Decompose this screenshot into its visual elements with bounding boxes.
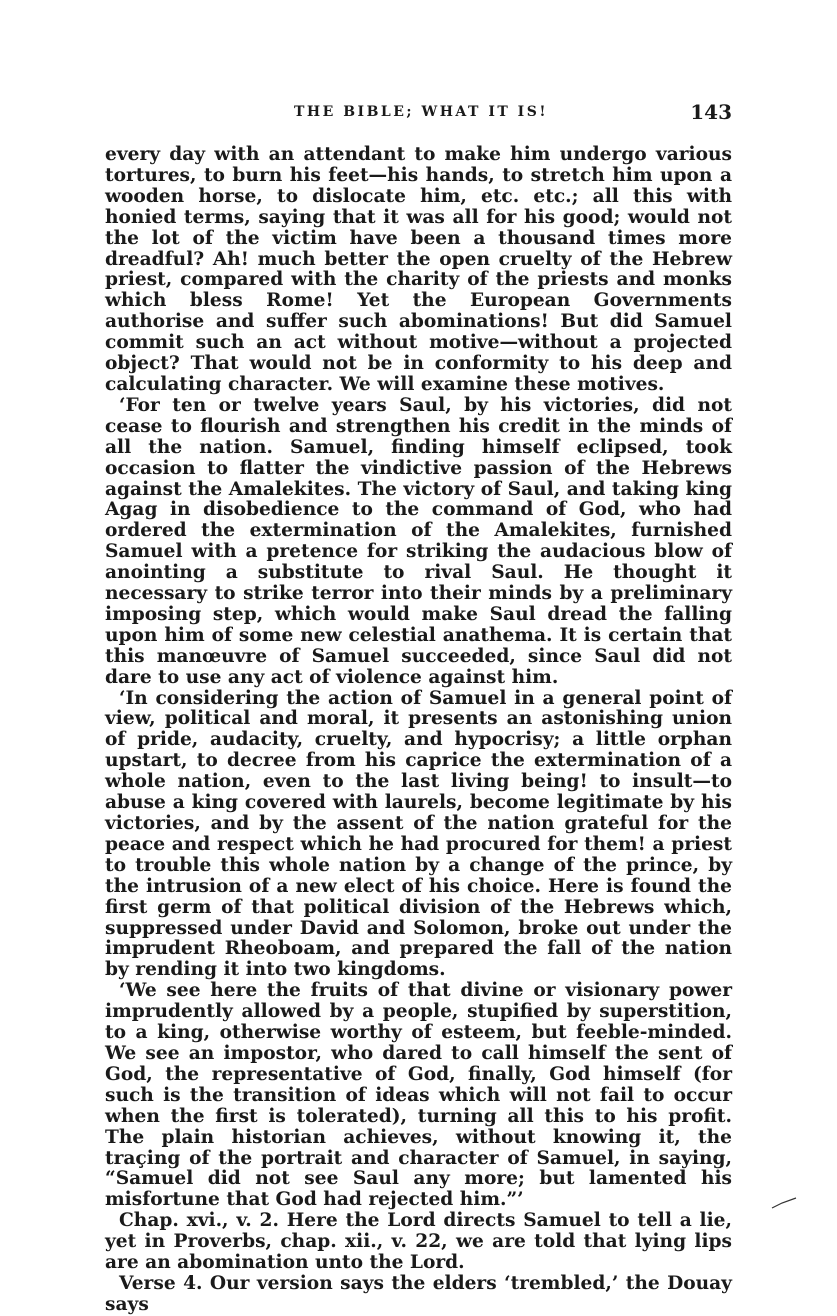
paragraph-divine-power: ‘We see here the fruits of that divine or visionary power imprudently allowed by a people, stupified by superstition, to a king, otherwise worthy of esteem, but feeble-minded. We see an impostor, who dared to call himself the sent of God, the representative of God, finally, God himself (for such is the transition of ideas which will not fail to occur when the first is tolerated), turning all this to his profit. The plain historian achieves, without knowing it, the traçing of the portrait and character of Samuel, in saying, “Samuel did not see Saul any more; but lamented his misfortune that God had rejected him.”’ <box>105 980 732 1211</box>
page-body <box>105 145 732 1316</box>
page-header <box>110 100 732 126</box>
paragraph-continuation: every day with an attendant to make him undergo various tortures, to burn his feet—his hands, to stretch him upon a wooden horse, to dislocate him, etc. etc.; all this with honied terms, saying that it was all for his good; would not the lot of the victim have been a thousand times more dreadful? Ah! much better the open cruelty of the Hebrew priest, compared with the charity of the priests and monks which bless Rome! Yet the European Governments authorise and suffer such abominations! But did Samuel commit such an act without motive—without a projected object? That would not be in conformity to his deep and calculating character. We will examine these motives. <box>105 144 732 395</box>
paragraph-samuel-action: ‘In considering the action of Samuel in a general point of view, political and moral, it presents an astonishing union of pride, audacity, cruelty, and hypocrisy; a little orphan upstart, to decree from his caprice the extermination of a whole nation, even to the last living being! to insult—to abuse a king covered with laurels, become legitimate by his victories, and by the assent of the nation grateful for the peace and respect which he had procured for them! a priest to trouble this whole nation by a change of the prince, by the intrusion of a new elect of his choice. Here is found the first germ of that political division of the Hebrews which, suppressed under David and Solomon, broke out under the imprudent Rheoboam, and prepared the fall of the nation by rending it into two kingdoms. <box>105 687 732 981</box>
pencil-mark-icon <box>770 1195 798 1209</box>
paragraph-saul-victories: ‘For ten or twelve years Saul, by his victories, did not cease to flourish and strengthen his credit in the minds of all the nation. Samuel, finding himself eclipsed, took occasion to flatter the vindictive passion of the Hebrews against the Amalekites. The victory of Saul, and taking king Agag in disobedience to the command of God, who had ordered the extermination of the Amalekites, furnished Samuel with a pretence for striking the audacious blow of anointing a substitute to rival Saul. He thought it necessary to strike terror into their minds by a preliminary imposing step, which would make Saul dread the falling upon him of some new celestial anathema. It is certain that this manœuvre of Samuel succeeded, since Saul did not dare to use any act of violence against him. <box>105 394 732 688</box>
running-title: THE BIBLE; WHAT IT IS! <box>294 104 548 120</box>
page-number: 143 <box>690 100 732 124</box>
paragraph-chap-xvi: Chap. xvi., v. 2. Here the Lord directs Samuel to tell a lie, yet in Proverbs, chap. xii., v. 22, we are told that lying lips are an abomination unto the Lord. <box>105 1210 732 1274</box>
paragraph-verse-4: Verse 4. Our version says the elders ‘trembled,’ the Douay says <box>105 1272 732 1315</box>
